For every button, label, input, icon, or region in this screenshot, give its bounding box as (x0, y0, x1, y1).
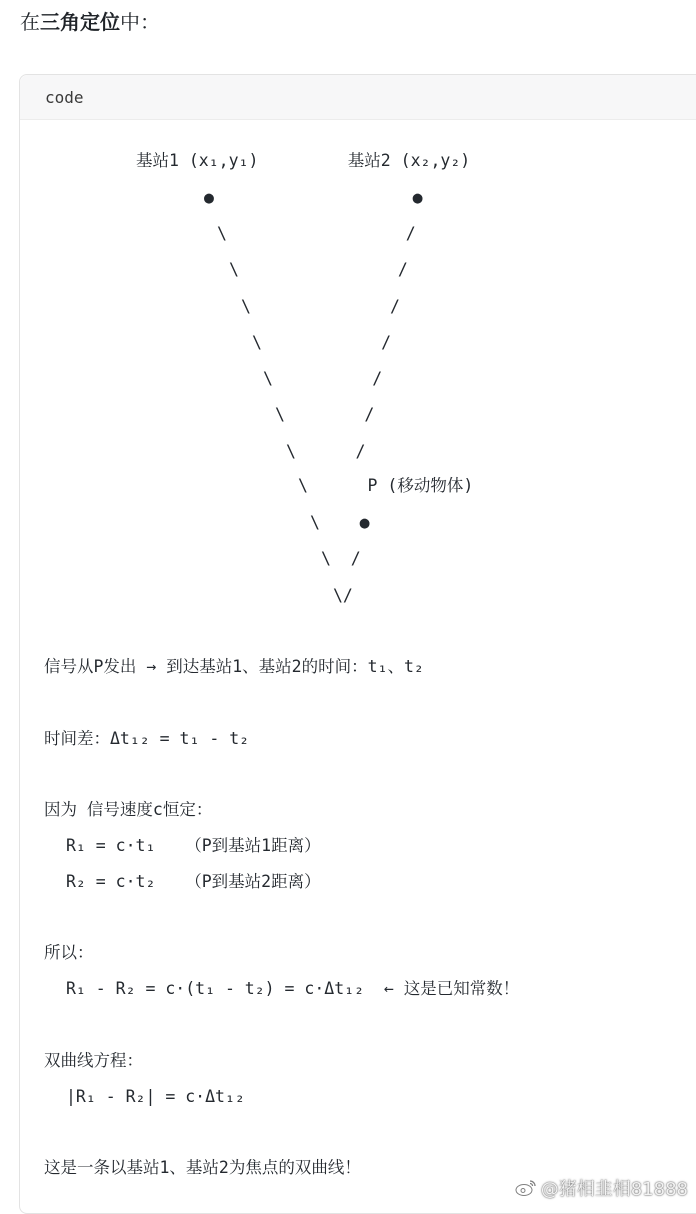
code-content[interactable] (20, 120, 696, 1213)
code-line: R₂ = c·t₂ （P到基站2距离） (66, 872, 321, 891)
intro-prefix: 在 (20, 10, 40, 34)
code-line: \ / (252, 333, 392, 352)
intro-suffix: 中： (120, 10, 160, 34)
code-line: \ ● (310, 513, 370, 532)
code-line: 这是一条以基站1、基站2为焦点的双曲线！ (44, 1158, 361, 1177)
intro-text (20, 6, 160, 38)
code-line: 双曲线方程： (44, 1051, 143, 1070)
code-line: \ / (263, 369, 383, 388)
code-line: \ / (241, 297, 400, 316)
code-line: \ / (217, 224, 416, 243)
code-line: \ P (移动物体) (298, 476, 474, 495)
code-line: 基站1 (x₁,y₁) 基站2 (x₂,y₂) (136, 151, 471, 170)
code-line: \ / (275, 405, 375, 424)
code-line: R₁ - R₂ = c·(t₁ - t₂) = c·Δt₁₂ ← 这是已知常数！ (66, 979, 520, 998)
code-line: 所以： (44, 943, 94, 962)
code-language-label: code (20, 75, 696, 120)
code-line: 因为 信号速度c恒定： (44, 800, 213, 819)
weibo-watermark (515, 1175, 688, 1201)
code-line: ● ● (204, 188, 423, 207)
weibo-logo-icon (515, 1179, 537, 1197)
code-line: \/ (333, 586, 353, 605)
code-line: \ / (286, 442, 366, 461)
code-line: \ / (321, 549, 361, 568)
code-line: 时间差：Δt₁₂ = t₁ - t₂ (44, 729, 250, 748)
intro-bold-term: 三角定位 (40, 10, 120, 34)
watermark-text: @猪相韭相81888 (540, 1179, 688, 1200)
code-line: |R₁ - R₂| = c·Δt₁₂ (66, 1087, 245, 1106)
code-line: 信号从P发出 → 到达基站1、基站2的时间：t₁、t₂ (44, 657, 424, 676)
code-line: R₁ = c·t₁ （P到基站1距离） (66, 836, 321, 855)
code-line: \ / (229, 260, 408, 279)
code-block (19, 74, 696, 1214)
